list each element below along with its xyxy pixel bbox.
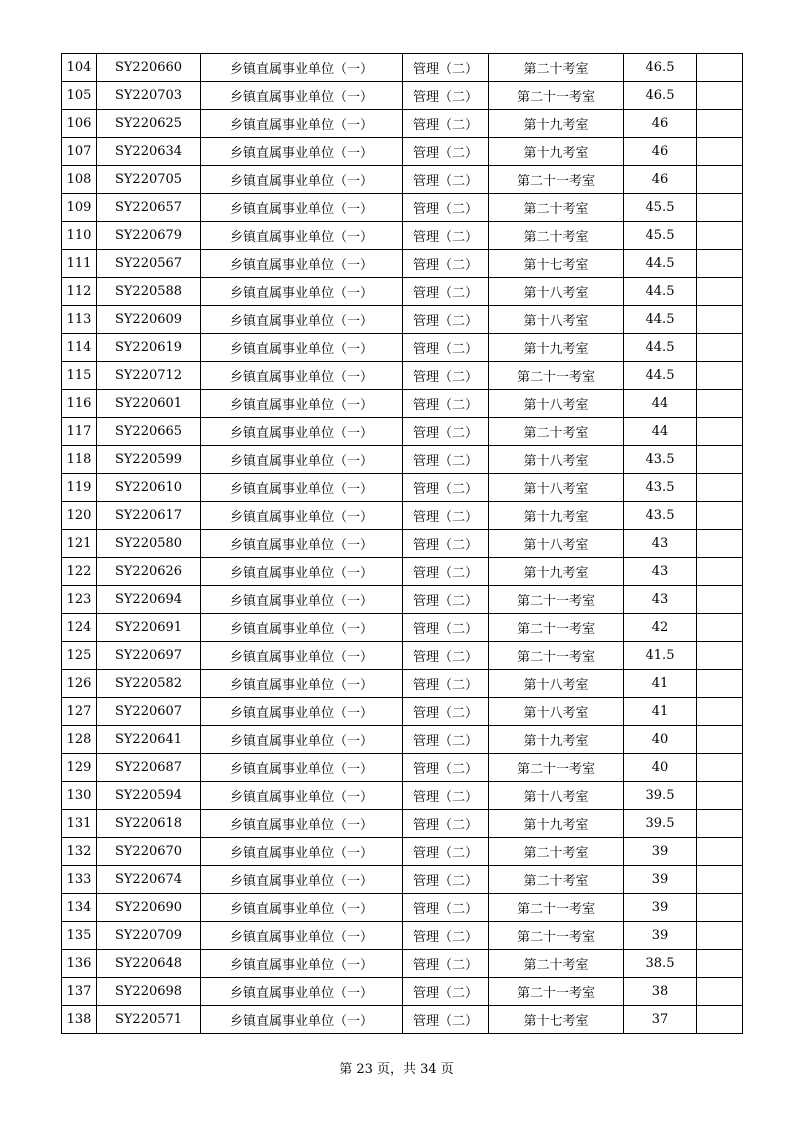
candidate-id-cell: SY220697 — [97, 642, 201, 670]
note-cell — [697, 474, 743, 502]
table-row — [62, 642, 743, 670]
candidate-id-cell: SY220665 — [97, 418, 201, 446]
score-cell: 44.5 — [624, 362, 697, 390]
position-cell: 管理（二） — [403, 306, 489, 334]
table-row — [62, 950, 743, 978]
score-cell: 40 — [624, 754, 697, 782]
candidate-id-cell: SY220617 — [97, 502, 201, 530]
unit-cell: 乡镇直属事业单位（一） — [201, 978, 403, 1006]
score-cell: 44.5 — [624, 250, 697, 278]
score-cell: 43.5 — [624, 474, 697, 502]
score-cell: 44 — [624, 418, 697, 446]
row-number-cell: 128 — [62, 726, 97, 754]
candidate-id-cell: SY220582 — [97, 670, 201, 698]
score-sheet — [61, 53, 742, 1034]
score-cell: 45.5 — [624, 194, 697, 222]
candidate-id-cell: SY220687 — [97, 754, 201, 782]
table-row — [62, 166, 743, 194]
row-number-cell: 124 — [62, 614, 97, 642]
unit-cell: 乡镇直属事业单位（一） — [201, 810, 403, 838]
candidate-id-cell: SY220691 — [97, 614, 201, 642]
candidate-id-cell: SY220567 — [97, 250, 201, 278]
candidate-id-cell: SY220705 — [97, 166, 201, 194]
row-number-cell: 122 — [62, 558, 97, 586]
note-cell — [697, 558, 743, 586]
unit-cell: 乡镇直属事业单位（一） — [201, 558, 403, 586]
candidate-id-cell: SY220607 — [97, 698, 201, 726]
position-cell: 管理（二） — [403, 138, 489, 166]
exam-room-cell: 第二十一考室 — [489, 586, 624, 614]
position-cell: 管理（二） — [403, 726, 489, 754]
table-row — [62, 334, 743, 362]
candidate-id-cell: SY220641 — [97, 726, 201, 754]
position-cell: 管理（二） — [403, 166, 489, 194]
table-row — [62, 614, 743, 642]
row-number-cell: 118 — [62, 446, 97, 474]
note-cell — [697, 138, 743, 166]
score-cell: 39 — [624, 866, 697, 894]
score-cell: 41 — [624, 698, 697, 726]
candidate-id-cell: SY220657 — [97, 194, 201, 222]
unit-cell: 乡镇直属事业单位（一） — [201, 334, 403, 362]
unit-cell: 乡镇直属事业单位（一） — [201, 446, 403, 474]
unit-cell: 乡镇直属事业单位（一） — [201, 278, 403, 306]
score-cell: 43 — [624, 558, 697, 586]
row-number-cell: 120 — [62, 502, 97, 530]
table-row — [62, 810, 743, 838]
candidate-id-cell: SY220703 — [97, 82, 201, 110]
exam-room-cell: 第十八考室 — [489, 446, 624, 474]
note-cell — [697, 530, 743, 558]
candidate-id-cell: SY220709 — [97, 922, 201, 950]
position-cell: 管理（二） — [403, 418, 489, 446]
row-number-cell: 126 — [62, 670, 97, 698]
unit-cell: 乡镇直属事业单位（一） — [201, 698, 403, 726]
position-cell: 管理（二） — [403, 614, 489, 642]
candidate-id-cell: SY220626 — [97, 558, 201, 586]
table-row — [62, 194, 743, 222]
note-cell — [697, 810, 743, 838]
row-number-cell: 127 — [62, 698, 97, 726]
row-number-cell: 119 — [62, 474, 97, 502]
row-number-cell: 116 — [62, 390, 97, 418]
row-number-cell: 136 — [62, 950, 97, 978]
position-cell: 管理（二） — [403, 54, 489, 82]
note-cell — [697, 866, 743, 894]
position-cell: 管理（二） — [403, 82, 489, 110]
table-row — [62, 1006, 743, 1034]
score-cell: 44.5 — [624, 306, 697, 334]
row-number-cell: 114 — [62, 334, 97, 362]
exam-room-cell: 第二十考室 — [489, 54, 624, 82]
unit-cell: 乡镇直属事业单位（一） — [201, 642, 403, 670]
unit-cell: 乡镇直属事业单位（一） — [201, 110, 403, 138]
position-cell: 管理（二） — [403, 530, 489, 558]
unit-cell: 乡镇直属事业单位（一） — [201, 82, 403, 110]
exam-room-cell: 第二十一考室 — [489, 82, 624, 110]
score-cell: 40 — [624, 726, 697, 754]
note-cell — [697, 726, 743, 754]
exam-room-cell: 第十八考室 — [489, 698, 624, 726]
row-number-cell: 112 — [62, 278, 97, 306]
table-row — [62, 54, 743, 82]
score-cell: 43 — [624, 530, 697, 558]
score-cell: 39.5 — [624, 782, 697, 810]
table-row — [62, 418, 743, 446]
note-cell — [697, 334, 743, 362]
exam-room-cell: 第二十一考室 — [489, 922, 624, 950]
exam-room-cell: 第二十一考室 — [489, 614, 624, 642]
score-cell: 41.5 — [624, 642, 697, 670]
row-number-cell: 121 — [62, 530, 97, 558]
page-number: 第 23 页，共 34 页 — [339, 1062, 454, 1077]
candidate-id-cell: SY220670 — [97, 838, 201, 866]
exam-room-cell: 第十八考室 — [489, 670, 624, 698]
row-number-cell: 104 — [62, 54, 97, 82]
exam-room-cell: 第二十一考室 — [489, 362, 624, 390]
position-cell: 管理（二） — [403, 838, 489, 866]
row-number-cell: 110 — [62, 222, 97, 250]
score-cell: 46.5 — [624, 54, 697, 82]
position-cell: 管理（二） — [403, 1006, 489, 1034]
candidate-id-cell: SY220648 — [97, 950, 201, 978]
score-cell: 42 — [624, 614, 697, 642]
position-cell: 管理（二） — [403, 642, 489, 670]
score-cell: 43 — [624, 586, 697, 614]
table-row — [62, 446, 743, 474]
score-cell: 39.5 — [624, 810, 697, 838]
note-cell — [697, 670, 743, 698]
candidate-id-cell: SY220580 — [97, 530, 201, 558]
note-cell — [697, 698, 743, 726]
position-cell: 管理（二） — [403, 698, 489, 726]
candidate-id-cell: SY220619 — [97, 334, 201, 362]
row-number-cell: 131 — [62, 810, 97, 838]
exam-room-cell: 第十八考室 — [489, 390, 624, 418]
exam-room-cell: 第十七考室 — [489, 250, 624, 278]
unit-cell: 乡镇直属事业单位（一） — [201, 138, 403, 166]
score-cell: 43.5 — [624, 502, 697, 530]
table-row — [62, 362, 743, 390]
table-row — [62, 138, 743, 166]
exam-room-cell: 第十八考室 — [489, 474, 624, 502]
unit-cell: 乡镇直属事业单位（一） — [201, 222, 403, 250]
row-number-cell: 117 — [62, 418, 97, 446]
exam-room-cell: 第二十一考室 — [489, 754, 624, 782]
unit-cell: 乡镇直属事业单位（一） — [201, 950, 403, 978]
table-row — [62, 250, 743, 278]
exam-room-cell: 第十七考室 — [489, 1006, 624, 1034]
position-cell: 管理（二） — [403, 222, 489, 250]
table-row — [62, 754, 743, 782]
note-cell — [697, 362, 743, 390]
score-cell: 45.5 — [624, 222, 697, 250]
note-cell — [697, 922, 743, 950]
position-cell: 管理（二） — [403, 586, 489, 614]
exam-room-cell: 第十八考室 — [489, 306, 624, 334]
score-cell: 46 — [624, 110, 697, 138]
position-cell: 管理（二） — [403, 390, 489, 418]
note-cell — [697, 418, 743, 446]
unit-cell: 乡镇直属事业单位（一） — [201, 418, 403, 446]
note-cell — [697, 54, 743, 82]
row-number-cell: 133 — [62, 866, 97, 894]
exam-room-cell: 第十九考室 — [489, 810, 624, 838]
exam-room-cell: 第二十一考室 — [489, 166, 624, 194]
exam-room-cell: 第二十考室 — [489, 950, 624, 978]
score-cell: 39 — [624, 922, 697, 950]
unit-cell: 乡镇直属事业单位（一） — [201, 838, 403, 866]
position-cell: 管理（二） — [403, 110, 489, 138]
note-cell — [697, 222, 743, 250]
table-row — [62, 698, 743, 726]
note-cell — [697, 194, 743, 222]
position-cell: 管理（二） — [403, 250, 489, 278]
table-row — [62, 838, 743, 866]
score-cell: 44.5 — [624, 278, 697, 306]
score-cell: 37 — [624, 1006, 697, 1034]
exam-room-cell: 第二十一考室 — [489, 894, 624, 922]
table-row — [62, 894, 743, 922]
table-row — [62, 82, 743, 110]
score-cell: 39 — [624, 894, 697, 922]
position-cell: 管理（二） — [403, 894, 489, 922]
unit-cell: 乡镇直属事业单位（一） — [201, 922, 403, 950]
unit-cell: 乡镇直属事业单位（一） — [201, 782, 403, 810]
note-cell — [697, 950, 743, 978]
position-cell: 管理（二） — [403, 446, 489, 474]
table-row — [62, 670, 743, 698]
unit-cell: 乡镇直属事业单位（一） — [201, 586, 403, 614]
score-cell: 41 — [624, 670, 697, 698]
unit-cell: 乡镇直属事业单位（一） — [201, 474, 403, 502]
unit-cell: 乡镇直属事业单位（一） — [201, 54, 403, 82]
unit-cell: 乡镇直属事业单位（一） — [201, 1006, 403, 1034]
note-cell — [697, 978, 743, 1006]
note-cell — [697, 642, 743, 670]
table-row — [62, 222, 743, 250]
candidate-id-cell: SY220588 — [97, 278, 201, 306]
note-cell — [697, 586, 743, 614]
table-row — [62, 530, 743, 558]
note-cell — [697, 166, 743, 194]
candidate-id-cell: SY220679 — [97, 222, 201, 250]
candidate-id-cell: SY220625 — [97, 110, 201, 138]
row-number-cell: 105 — [62, 82, 97, 110]
candidate-id-cell: SY220594 — [97, 782, 201, 810]
candidate-id-cell: SY220712 — [97, 362, 201, 390]
position-cell: 管理（二） — [403, 474, 489, 502]
position-cell: 管理（二） — [403, 558, 489, 586]
unit-cell: 乡镇直属事业单位（一） — [201, 166, 403, 194]
row-number-cell: 123 — [62, 586, 97, 614]
table-row — [62, 474, 743, 502]
row-number-cell: 109 — [62, 194, 97, 222]
candidate-id-cell: SY220634 — [97, 138, 201, 166]
unit-cell: 乡镇直属事业单位（一） — [201, 754, 403, 782]
score-cell: 44.5 — [624, 334, 697, 362]
table-row — [62, 978, 743, 1006]
row-number-cell: 115 — [62, 362, 97, 390]
row-number-cell: 125 — [62, 642, 97, 670]
table-row — [62, 306, 743, 334]
position-cell: 管理（二） — [403, 810, 489, 838]
score-cell: 39 — [624, 838, 697, 866]
note-cell — [697, 782, 743, 810]
position-cell: 管理（二） — [403, 334, 489, 362]
candidate-id-cell: SY220698 — [97, 978, 201, 1006]
row-number-cell: 111 — [62, 250, 97, 278]
row-number-cell: 107 — [62, 138, 97, 166]
position-cell: 管理（二） — [403, 278, 489, 306]
table-row — [62, 922, 743, 950]
score-table-body — [62, 54, 743, 1034]
score-cell: 46 — [624, 138, 697, 166]
score-cell: 38 — [624, 978, 697, 1006]
exam-room-cell: 第十九考室 — [489, 558, 624, 586]
note-cell — [697, 390, 743, 418]
unit-cell: 乡镇直属事业单位（一） — [201, 362, 403, 390]
unit-cell: 乡镇直属事业单位（一） — [201, 502, 403, 530]
unit-cell: 乡镇直属事业单位（一） — [201, 194, 403, 222]
candidate-id-cell: SY220674 — [97, 866, 201, 894]
position-cell: 管理（二） — [403, 782, 489, 810]
exam-room-cell: 第二十考室 — [489, 194, 624, 222]
row-number-cell: 132 — [62, 838, 97, 866]
exam-room-cell: 第十九考室 — [489, 502, 624, 530]
note-cell — [697, 754, 743, 782]
candidate-id-cell: SY220601 — [97, 390, 201, 418]
score-cell: 46 — [624, 166, 697, 194]
score-cell: 38.5 — [624, 950, 697, 978]
row-number-cell: 135 — [62, 922, 97, 950]
table-row — [62, 866, 743, 894]
candidate-id-cell: SY220609 — [97, 306, 201, 334]
position-cell: 管理（二） — [403, 502, 489, 530]
row-number-cell: 130 — [62, 782, 97, 810]
note-cell — [697, 446, 743, 474]
row-number-cell: 108 — [62, 166, 97, 194]
exam-room-cell: 第二十考室 — [489, 866, 624, 894]
unit-cell: 乡镇直属事业单位（一） — [201, 670, 403, 698]
row-number-cell: 113 — [62, 306, 97, 334]
exam-room-cell: 第十九考室 — [489, 138, 624, 166]
note-cell — [697, 1006, 743, 1034]
position-cell: 管理（二） — [403, 754, 489, 782]
note-cell — [697, 894, 743, 922]
exam-room-cell: 第二十考室 — [489, 838, 624, 866]
note-cell — [697, 614, 743, 642]
candidate-id-cell: SY220599 — [97, 446, 201, 474]
unit-cell: 乡镇直属事业单位（一） — [201, 390, 403, 418]
candidate-id-cell: SY220690 — [97, 894, 201, 922]
exam-room-cell: 第十八考室 — [489, 782, 624, 810]
position-cell: 管理（二） — [403, 922, 489, 950]
position-cell: 管理（二） — [403, 670, 489, 698]
note-cell — [697, 306, 743, 334]
note-cell — [697, 82, 743, 110]
table-row — [62, 502, 743, 530]
exam-room-cell: 第十九考室 — [489, 110, 624, 138]
exam-room-cell: 第十九考室 — [489, 726, 624, 754]
row-number-cell: 138 — [62, 1006, 97, 1034]
note-cell — [697, 838, 743, 866]
unit-cell: 乡镇直属事业单位（一） — [201, 306, 403, 334]
candidate-id-cell: SY220610 — [97, 474, 201, 502]
table-row — [62, 390, 743, 418]
exam-room-cell: 第十九考室 — [489, 334, 624, 362]
unit-cell: 乡镇直属事业单位（一） — [201, 250, 403, 278]
exam-room-cell: 第二十考室 — [489, 222, 624, 250]
position-cell: 管理（二） — [403, 950, 489, 978]
table-row — [62, 558, 743, 586]
exam-room-cell: 第二十一考室 — [489, 978, 624, 1006]
score-cell: 44 — [624, 390, 697, 418]
exam-room-cell: 第二十一考室 — [489, 642, 624, 670]
position-cell: 管理（二） — [403, 866, 489, 894]
score-cell: 43.5 — [624, 446, 697, 474]
table-row — [62, 110, 743, 138]
unit-cell: 乡镇直属事业单位（一） — [201, 726, 403, 754]
position-cell: 管理（二） — [403, 362, 489, 390]
unit-cell: 乡镇直属事业单位（一） — [201, 530, 403, 558]
position-cell: 管理（二） — [403, 978, 489, 1006]
note-cell — [697, 110, 743, 138]
table-row — [62, 278, 743, 306]
candidate-id-cell: SY220571 — [97, 1006, 201, 1034]
table-row — [62, 726, 743, 754]
exam-room-cell: 第十八考室 — [489, 278, 624, 306]
unit-cell: 乡镇直属事业单位（一） — [201, 866, 403, 894]
table-row — [62, 782, 743, 810]
candidate-id-cell: SY220618 — [97, 810, 201, 838]
candidate-id-cell: SY220694 — [97, 586, 201, 614]
exam-room-cell: 第十八考室 — [489, 530, 624, 558]
row-number-cell: 129 — [62, 754, 97, 782]
position-cell: 管理（二） — [403, 194, 489, 222]
candidate-id-cell: SY220660 — [97, 54, 201, 82]
note-cell — [697, 250, 743, 278]
table-row — [62, 586, 743, 614]
note-cell — [697, 502, 743, 530]
unit-cell: 乡镇直属事业单位（一） — [201, 894, 403, 922]
score-cell: 46.5 — [624, 82, 697, 110]
exam-room-cell: 第二十考室 — [489, 418, 624, 446]
score-table — [61, 53, 743, 1034]
note-cell — [697, 278, 743, 306]
row-number-cell: 134 — [62, 894, 97, 922]
row-number-cell: 106 — [62, 110, 97, 138]
row-number-cell: 137 — [62, 978, 97, 1006]
unit-cell: 乡镇直属事业单位（一） — [201, 614, 403, 642]
